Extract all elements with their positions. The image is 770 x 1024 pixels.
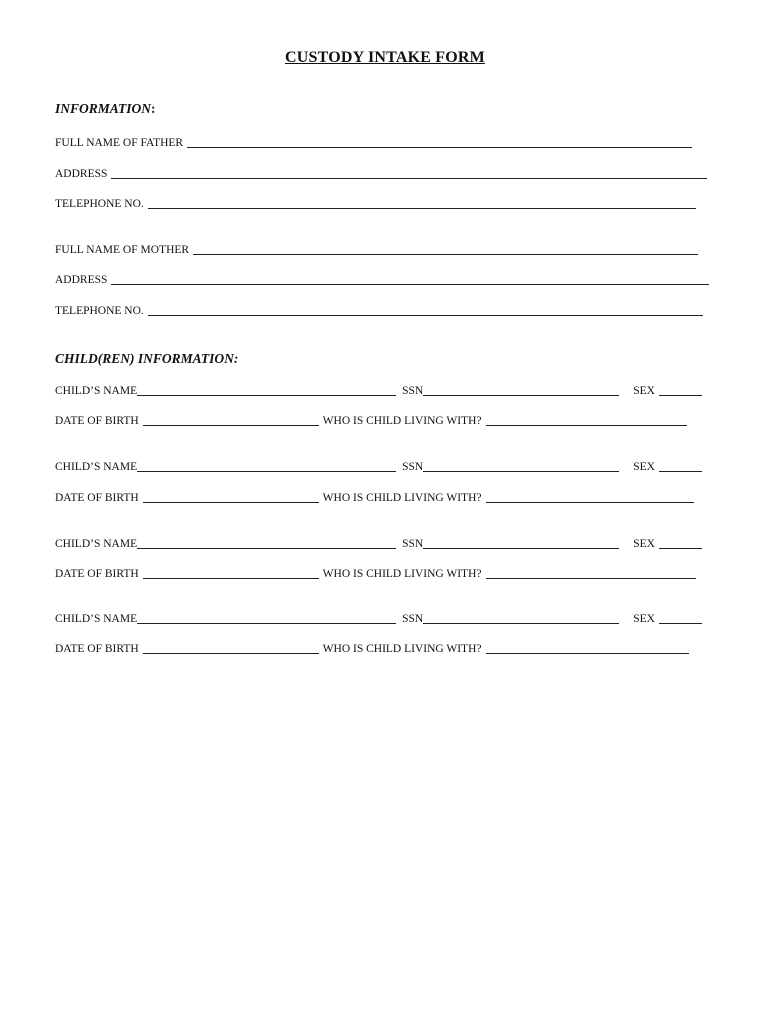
child-2-dob-row	[55, 489, 694, 505]
child-4-sex-field[interactable]	[659, 612, 702, 624]
child-1-dob-field[interactable]	[143, 414, 319, 426]
child-3-dob-field[interactable]	[143, 567, 319, 579]
child-3-sex-field[interactable]	[659, 537, 702, 549]
father-phone-label: TELEPHONE NO.	[55, 198, 144, 210]
father-phone-row	[55, 195, 696, 211]
child-1-sex-field[interactable]	[659, 384, 702, 396]
child-2-sex-field[interactable]	[659, 460, 702, 472]
child-2-sex-label: SEX	[633, 461, 655, 473]
child-1-living-with-field[interactable]	[486, 414, 687, 426]
child-1-name-label: CHILD’S NAME	[55, 385, 138, 397]
child-4-ssn-label: SSN	[402, 613, 424, 625]
mother-address-row	[55, 271, 709, 287]
child-3-living-with-label: WHO IS CHILD LIVING WITH?	[322, 568, 482, 580]
mother-phone-field[interactable]	[148, 304, 703, 316]
father-address-field[interactable]	[111, 167, 707, 179]
child-4-ssn-field[interactable]	[423, 612, 619, 624]
father-phone-field[interactable]	[148, 197, 696, 209]
child-2-name-field[interactable]	[137, 460, 396, 472]
child-1-name-row	[55, 382, 702, 398]
child-2-name-label: CHILD’S NAME	[55, 461, 138, 473]
child-1-living-with-label: WHO IS CHILD LIVING WITH?	[322, 415, 482, 427]
mother-name-label: FULL NAME OF MOTHER	[55, 244, 190, 256]
child-4-name-field[interactable]	[137, 612, 396, 624]
child-3-name-row	[55, 535, 702, 551]
child-1-name-field[interactable]	[137, 384, 396, 396]
child-2-name-row	[55, 458, 702, 474]
child-3-dob-label: DATE OF BIRTH	[55, 568, 139, 580]
child-4-sex-label: SEX	[633, 613, 655, 625]
information-section-heading	[55, 101, 156, 117]
information-heading-text: INFORMATION	[55, 101, 152, 116]
child-2-living-with-field[interactable]	[486, 491, 694, 503]
child-3-name-label: CHILD’S NAME	[55, 538, 138, 550]
father-name-label: FULL NAME OF FATHER	[55, 137, 184, 149]
form-title: CUSTODY INTAKE FORM	[285, 49, 485, 66]
child-4-name-row	[55, 610, 702, 626]
child-1-dob-label: DATE OF BIRTH	[55, 415, 139, 427]
child-4-name-label: CHILD’S NAME	[55, 613, 138, 625]
child-2-dob-field[interactable]	[143, 491, 319, 503]
child-4-dob-field[interactable]	[143, 642, 319, 654]
father-address-row	[55, 165, 707, 181]
mother-address-field[interactable]	[111, 273, 709, 285]
child-1-ssn-field[interactable]	[423, 384, 619, 396]
information-heading-colon: :	[151, 101, 156, 116]
child-3-living-with-field[interactable]	[486, 567, 696, 579]
mother-phone-row	[55, 302, 703, 318]
child-1-sex-label: SEX	[633, 385, 655, 397]
child-4-dob-label: DATE OF BIRTH	[55, 643, 139, 655]
father-name-field[interactable]	[187, 136, 692, 148]
children-section-heading: CHILD(REN) INFORMATION:	[55, 351, 239, 366]
mother-name-row	[55, 241, 698, 257]
mother-phone-label: TELEPHONE NO.	[55, 305, 144, 317]
child-1-dob-row	[55, 412, 687, 428]
child-3-name-field[interactable]	[137, 537, 396, 549]
child-1-ssn-label: SSN	[402, 385, 424, 397]
child-2-dob-label: DATE OF BIRTH	[55, 492, 139, 504]
child-2-ssn-field[interactable]	[423, 460, 619, 472]
child-3-dob-row	[55, 565, 696, 581]
mother-address-label: ADDRESS	[55, 274, 108, 286]
father-name-row	[55, 134, 692, 150]
child-3-ssn-label: SSN	[402, 538, 424, 550]
child-3-ssn-field[interactable]	[423, 537, 619, 549]
child-2-living-with-label: WHO IS CHILD LIVING WITH?	[322, 492, 482, 504]
child-4-living-with-label: WHO IS CHILD LIVING WITH?	[322, 643, 482, 655]
child-4-living-with-field[interactable]	[486, 642, 689, 654]
father-address-label: ADDRESS	[55, 168, 108, 180]
child-3-sex-label: SEX	[633, 538, 655, 550]
child-2-ssn-label: SSN	[402, 461, 424, 473]
mother-name-field[interactable]	[193, 243, 698, 255]
child-4-dob-row	[55, 640, 689, 656]
